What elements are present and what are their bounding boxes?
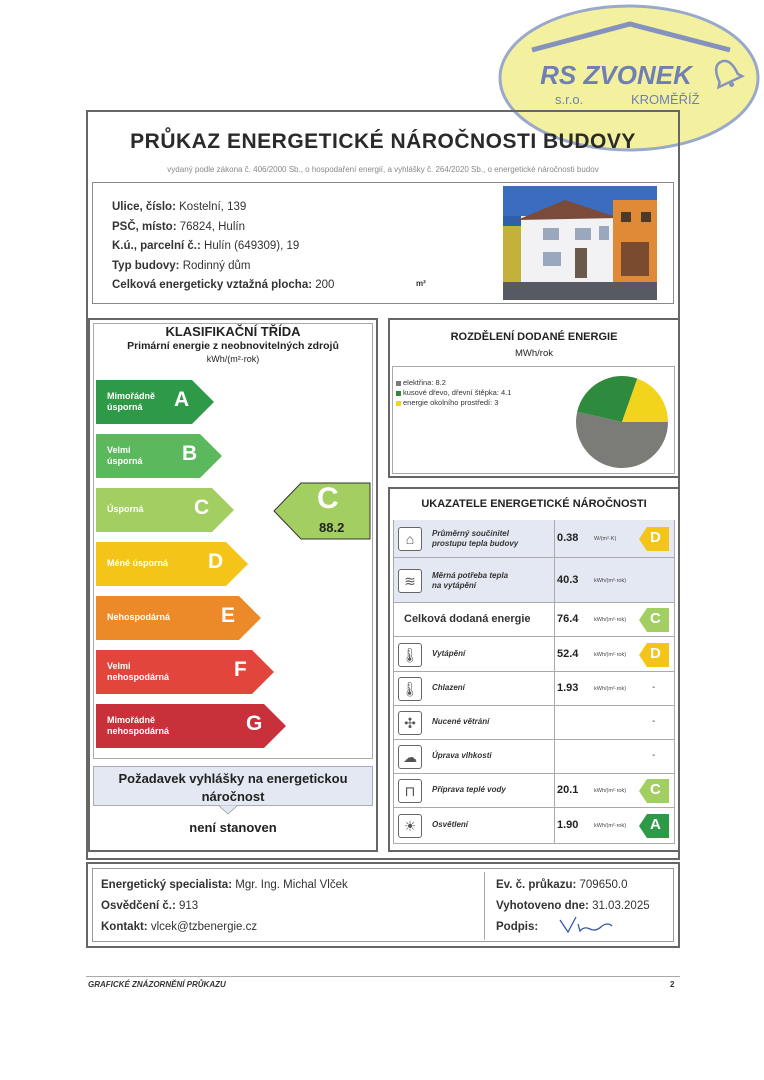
- type-row: Typ budovy: Rodinný dům: [112, 260, 251, 272]
- band-label: Úsporná: [107, 504, 144, 514]
- band-letter: C: [194, 496, 210, 519]
- legend-swatch: [396, 401, 401, 406]
- certificate-row: Osvědčení č.: 913: [101, 900, 199, 912]
- page-subtitle: vydaný podle zákona č. 406/2000 Sb., o hospodaření energií, a vyhlášky č. 264/2020 Sb., o energetické náročnosti budov: [167, 165, 599, 174]
- indicator-unit: W/(m²·K): [594, 536, 617, 542]
- legend-swatch: [396, 381, 401, 386]
- band-letter: D: [208, 550, 224, 573]
- indicator-badge: C: [639, 608, 669, 632]
- ku-value: Hulín (649309), 19: [204, 240, 300, 252]
- indicator-value: 40.3: [557, 573, 579, 586]
- indicator-row: [393, 520, 675, 558]
- logo-sub-right: KROMĚŘÍŽ: [631, 92, 700, 107]
- signature-image: [556, 914, 616, 936]
- energy-band-a: [96, 380, 214, 424]
- indicator-label: Celková dodaná energie: [404, 613, 531, 625]
- indicator-divider: [554, 774, 555, 807]
- contact-email: vlcek@tzbenergie.cz: [150, 921, 258, 933]
- indicator-unit: kWh/(m²·rok): [594, 823, 627, 829]
- type-value: Rodinný dům: [182, 260, 251, 272]
- band-label: Velmi úsporná: [107, 445, 143, 466]
- legend-item: energie okolního prostředí: 3: [396, 398, 498, 407]
- band-label: Mimořádně nehospodárná: [107, 715, 170, 736]
- band-label: Nehospodárná: [107, 612, 171, 622]
- distribution-unit: MWh/rok: [515, 348, 553, 359]
- indicator-divider: [554, 672, 555, 705]
- indicator-value: 0.38: [557, 532, 579, 544]
- indicator-row: [393, 706, 675, 740]
- indicator-divider: [554, 637, 555, 671]
- indicator-row: [393, 774, 675, 808]
- humidity-icon: ☁: [398, 745, 422, 769]
- legend-item: elektřina: 8.2: [396, 378, 446, 387]
- indicator-row: [393, 558, 675, 603]
- indicator-badge: C: [639, 779, 669, 803]
- indicator-value: 20.1: [557, 784, 579, 796]
- indicator-dash: -: [652, 750, 656, 761]
- indicator-divider: [554, 706, 555, 739]
- result-letter: C: [317, 482, 339, 515]
- issue-date: 31.03.2025: [592, 900, 650, 912]
- lightbulb-icon: ☀: [398, 814, 422, 838]
- date-row: Vyhotoveno dne: 31.03.2025: [496, 900, 650, 912]
- psc-value: 76824, Hulín: [179, 221, 245, 233]
- building-photo: [503, 186, 657, 300]
- footer-title: GRAFICKÉ ZNÁZORNĚNÍ PRŮKAZU: [88, 980, 226, 989]
- indicator-badge: D: [639, 643, 669, 667]
- legend-item: kusové dřevo, dřevní štěpka: 4.1: [396, 388, 511, 397]
- indicator-row: [393, 740, 675, 774]
- area-unit: m²: [416, 279, 426, 288]
- indicator-label: Úprava vlhkosti: [432, 751, 492, 760]
- energy-pie-chart: [574, 374, 670, 470]
- indicator-label: Měrná potřeba tepla na vytápění: [432, 570, 509, 590]
- band-letter: B: [182, 442, 198, 465]
- indicator-value: 76.4: [557, 613, 579, 625]
- classification-title: KLASIFIKAČNÍ TŘÍDA: [165, 324, 301, 339]
- band-letter: E: [221, 604, 236, 627]
- area-row: Celková energeticky vztažná plocha: 200: [112, 279, 335, 291]
- indicator-unit: kWh/(m²·rok): [594, 651, 627, 658]
- indicator-unit: kWh/(m²·rok): [594, 686, 627, 692]
- thermometer-hot-icon: 🌡: [398, 643, 422, 667]
- energy-band-f: [96, 650, 274, 694]
- heat-waves-icon: ≋: [398, 569, 422, 593]
- page-title: PRŮKAZ ENERGETICKÉ NÁROČNOSTI BUDOVY: [130, 130, 636, 153]
- band-label: Mimořádně úsporná: [107, 391, 156, 412]
- indicator-badge: A: [639, 814, 669, 838]
- sign-row: Podpis:: [496, 921, 539, 933]
- indicator-value: 1.90: [557, 819, 579, 831]
- indicator-row: [393, 603, 675, 637]
- indicators-title: UKAZATELE ENERGETICKÉ NÁROČNOSTI: [421, 498, 647, 510]
- band-label: Méně úsporná: [107, 558, 169, 568]
- indicator-row: [393, 672, 675, 706]
- street-row: Ulice, číslo: Kostelní, 139: [112, 201, 247, 213]
- energy-band-d: [96, 542, 248, 586]
- specialist-name-row: Energetický specialista: Mgr. Ing. Michal Vlček: [101, 879, 348, 891]
- certificate-number: 913: [179, 900, 199, 912]
- footer-rule: [86, 976, 680, 977]
- faucet-icon: ⊓: [398, 779, 422, 803]
- indicator-unit: kWh/(m²·rok): [594, 788, 627, 794]
- ku-row: K.ú., parcelní č.: Hulín (649309), 19: [112, 240, 300, 252]
- area-value: 200: [315, 279, 335, 291]
- band-letter: G: [246, 712, 263, 735]
- indicator-divider: [554, 808, 555, 843]
- band-letter: F: [234, 658, 247, 681]
- specialist-divider: [484, 872, 485, 940]
- fan-icon: ✣: [398, 711, 422, 735]
- classification-subtitle: Primární energie z neobnovitelných zdrojů: [127, 340, 339, 352]
- requirement-heading: Požadavek vyhlášky na energetickou náročnost: [93, 766, 373, 806]
- energy-band-g: [96, 704, 286, 748]
- indicator-label: Osvětlení: [432, 820, 469, 829]
- indicator-value: 52.4: [557, 647, 579, 660]
- logo-sub-left: s.r.o.: [555, 92, 584, 107]
- indicator-label: Nucené větrání: [432, 717, 490, 726]
- result-indicator: [273, 482, 371, 540]
- indicator-label: Příprava teplé vody: [432, 785, 506, 794]
- ev-row: Ev. č. průkazu: 709650.0: [496, 879, 628, 891]
- street-value: Kostelní, 139: [179, 201, 247, 213]
- indicator-divider: [554, 740, 555, 773]
- indicator-label: Vytápění: [432, 648, 466, 658]
- distribution-title: ROZDĚLENÍ DODANÉ ENERGIE: [450, 331, 618, 343]
- energy-band-c: [96, 488, 234, 532]
- energy-band-b: [96, 434, 222, 478]
- specialist-name: Mgr. Ing. Michal Vlček: [235, 879, 348, 891]
- logo-name: RS ZVONEK: [540, 60, 692, 90]
- ev-number: 709650.0: [579, 879, 628, 891]
- indicator-row: [393, 637, 675, 672]
- indicator-badge: D: [639, 527, 669, 551]
- indicator-unit: kWh/(m²·rok): [594, 617, 627, 623]
- requirement-arrow: [218, 805, 238, 815]
- psc-row: PSČ, místo: 76824, Hulín: [112, 221, 245, 233]
- indicator-row: [393, 808, 675, 844]
- contact-row: Kontakt: vlcek@tzbenergie.cz: [101, 921, 258, 933]
- indicator-value: 1.93: [557, 682, 579, 694]
- indicator-label: Průměrný součinitel prostupu tepla budovy: [432, 529, 519, 548]
- thermometer-cold-icon: 🌡: [398, 677, 422, 701]
- house-icon: ⌂: [398, 527, 422, 551]
- band-letter: A: [174, 388, 190, 411]
- band-label: Velmi nehospodárná: [107, 661, 170, 682]
- indicator-divider: [554, 558, 555, 602]
- indicator-label: Chlazení: [432, 683, 465, 692]
- indicator-dash: -: [652, 682, 656, 693]
- classification-unit: kWh/(m²·rok): [206, 354, 260, 364]
- energy-band-e: [96, 596, 261, 640]
- page-number: 2: [670, 980, 675, 989]
- legend-swatch: [396, 391, 401, 396]
- indicator-divider: [554, 520, 555, 557]
- indicator-unit: kWh/(m²·rok): [594, 577, 627, 584]
- indicator-dash: -: [652, 716, 656, 727]
- requirement-value: není stanoven: [189, 820, 277, 835]
- indicator-divider: [554, 603, 555, 636]
- result-value: 88.2: [319, 520, 345, 535]
